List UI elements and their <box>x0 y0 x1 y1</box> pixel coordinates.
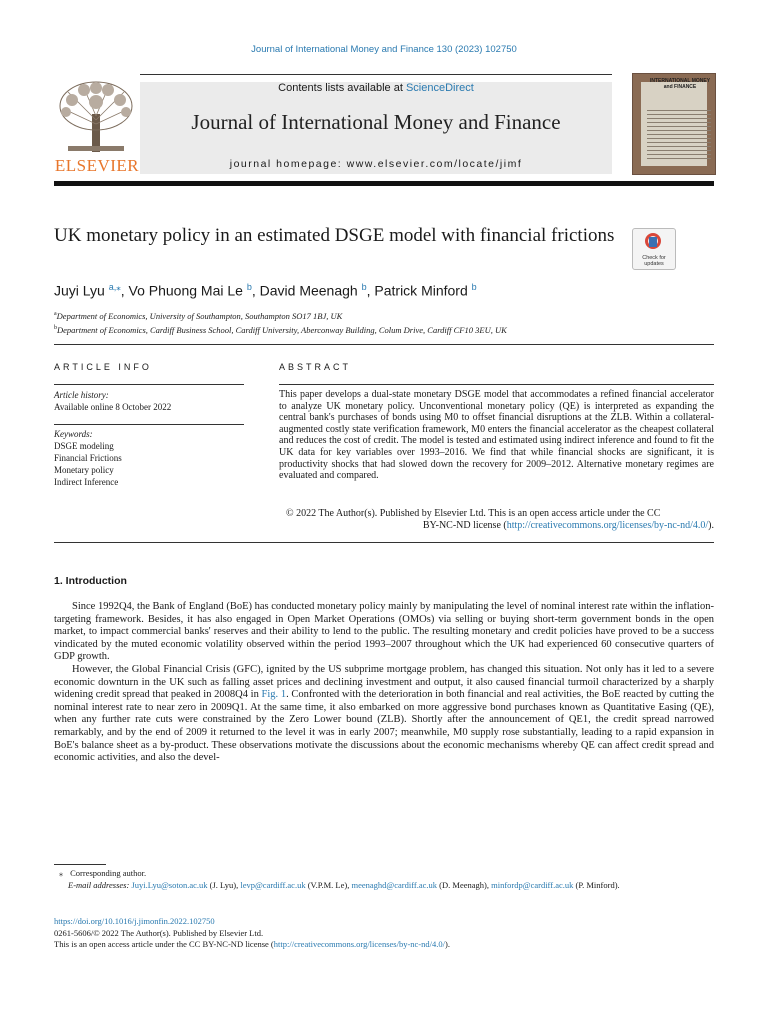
email-addresses: E-mail addresses: Juyi.Lyu@soton.ac.uk (J. Lyu), levp@cardiff.ac.uk (V.P.M. Le), meenaghd@cardiff.ac.uk (D. Meenagh), minfordp@cardiff.ac.uk (P. Minford). <box>68 880 620 890</box>
sciencedirect-link[interactable]: ScienceDirect <box>405 82 474 94</box>
journal-title: Journal of International Money and Finance <box>191 110 561 134</box>
asterisk-mark: ⁎ <box>58 868 64 878</box>
contents-prefix: Contents lists available at <box>278 82 406 94</box>
cc-license-link[interactable]: http://creativecommons.org/licenses/by-nc-nd/4.0/ <box>273 939 445 950</box>
keyword: Financial Frictions <box>54 453 122 463</box>
email-link[interactable]: levp@cardiff.ac.uk <box>240 880 306 890</box>
abstract-rule <box>279 384 714 385</box>
author-name[interactable]: Juyi Lyu <box>54 282 105 299</box>
doi-block <box>54 916 714 951</box>
footnote-rule <box>54 864 106 865</box>
paragraph: However, the Global Financial Crisis (GFC), ignited by the US subprime mortgage problem, has changed this situation. Not only has it led to a severe economic downturn in the UK such as falling asset prices and declining investment and output, it also caused financial turmoil characterized by a sharply widening credit spread that peaked in 2008Q4 in Fig. 1. Confronted with the deterioration in both financial and real activities, the BoE reacted by cutting the nominal interest rate to near zero in 2009Q1. At the same time, it also embarked on more aggressive bond purchases known as Quantitative Easing (QE), when any further rate cuts were constrained by the Zero Lower bound (ZLB). Shortly after the announcement of QE1, the credit spread narrowed remarkably, and by the end of 2009 it returned to the level it was in early 2007; meanwhile, M0 supply rose substantially, leading to a rapid expansion in BoE's balance sheet as a by-product. These observations motivate the discussions about the economic mechanisms whereby QE can affect credit spread and economic activities, and also the devel- <box>54 663 714 764</box>
cover-title: INTERNATIONAL MONEY and FINANCE <box>649 78 711 90</box>
masthead-thick-rule <box>54 181 714 186</box>
figure-1-link[interactable]: Fig. 1 <box>261 689 287 701</box>
paper-title: UK monetary policy in an estimated DSGE model with financial frictions <box>54 225 615 246</box>
email-link[interactable]: meenaghd@cardiff.ac.uk <box>351 880 438 890</box>
check-for-updates-label: Check for updates <box>642 255 666 267</box>
author-name[interactable]: Patrick Minford <box>374 282 468 299</box>
contents-line <box>140 82 612 94</box>
author-list: Juyi Lyu $^{a,⁎}$, Vo Phuong Mai Le $^b$, David Meenagh $^b$, Patrick Minford $^b$ <box>54 282 477 299</box>
footnotes <box>54 867 714 891</box>
article-history <box>54 389 244 413</box>
open-access-line: This is an open access article under the CC BY-NC-ND license (http://creativecommons.org/licenses/by-nc-nd/4.0/). <box>54 939 450 950</box>
author-name[interactable]: Vo Phuong Mai Le <box>128 282 243 299</box>
issn-line: 0261-5606/© 2022 The Author(s). Published by Elsevier Ltd. <box>54 927 264 938</box>
journal-citation-link[interactable]: Journal of International Money and Finance 130 (2023) 102750 <box>251 44 517 55</box>
elsevier-logo <box>54 80 140 176</box>
bookmark-icon <box>649 237 657 247</box>
corresponding-author-note: ⁎ Corresponding author. <box>54 867 714 879</box>
paragraph: Since 1992Q4, the Bank of England (BoE) has conducted monetary policy mainly by manipulating the level of nominal interest rate within the inflation-targeting framework. Besides, it has also engaged in Open Market Operations (OMOs) via selling or buying short-term government bonds in the open market, to impact commercial banks' reserves and their ability to lend to the public. The resulting monetary and credit policies have proved to be a success vindicated by the muted economic volatility observed within the period 1993–2007 throughout which the UK had experienced 60 consecutive quarters of GDP growth. <box>54 601 714 663</box>
author-affiliation-mark[interactable]: b <box>246 282 252 292</box>
author-affiliation-mark[interactable]: a,⁎ <box>108 282 121 292</box>
history-value: Available online 8 October 2022 <box>54 402 172 412</box>
author-affiliation-mark[interactable]: b <box>361 282 367 292</box>
introduction-heading: 1. Introduction <box>54 575 127 587</box>
license-text: © 2022 The Author(s). Published by Elsevier Ltd. This is an open access article under the CC <box>286 508 661 519</box>
check-for-updates-button[interactable] <box>632 228 676 270</box>
keyword: Monetary policy <box>54 465 114 475</box>
introduction-body <box>54 601 714 765</box>
license-text: BY-NC-ND license ( <box>422 519 507 531</box>
keyword: Indirect Inference <box>54 477 119 487</box>
abstract-heading: ABSTRACT <box>279 362 352 372</box>
elsevier-tree-icon <box>54 80 140 154</box>
keyword: DSGE modeling <box>54 441 114 451</box>
doi-link[interactable]: https://doi.org/10.1016/j.jimonfin.2022.102750 <box>54 916 215 926</box>
keywords-block <box>54 428 244 488</box>
email-link[interactable]: minfordp@cardiff.ac.uk <box>491 880 574 890</box>
affiliation-line: $^a$Department of Economics, University of Southampton, Southampton SO17 1BJ, UK <box>54 310 343 321</box>
article-info-heading: ARTICLE INFO <box>54 362 152 372</box>
journal-cover-image <box>632 73 716 175</box>
cover-text-lines <box>647 110 711 162</box>
abstract-license: © 2022 The Author(s). Published by Elsevier Ltd. This is an open access article under the CC BY-NC-ND license (http://creativecommons.org/licenses/by-nc-nd/4.0/). <box>279 508 714 531</box>
abstract-text: This paper develops a dual-state monetary DSGE model that accommodates a refined financial accelerator to analyze UK monetary policy. Unconventional monetary policy (QE) is interpreted as expanding the central bank's purchases of bonds using M0 to offset financial disruptions at the ZLB. Within a collateral-augmented costly state verification framework, M0 enters the financial accelerator as the cheapest collateral and reduces the cost of credit. The model is tested and estimated using indirect inference and found to fit the UK data for key variables over 1993–2016. We find that while financial shocks are significant, it is productivity shocks that had slowed down the recovery for 2009–2012. Alternative monetary regimes are evaluated and compared. <box>279 389 714 482</box>
section-rule <box>54 542 714 543</box>
author-affiliation-mark[interactable]: b <box>471 282 477 292</box>
article-info-rule <box>54 384 244 385</box>
history-label: Article history: <box>54 390 109 400</box>
keywords-label: Keywords: <box>54 429 93 439</box>
affiliation-line: $^b$Department of Economics, Cardiff Business School, Cardiff University, Aberconway Building, Colum Drive, Cardiff CF10 3EU, UK <box>54 324 507 335</box>
affiliations <box>54 308 714 336</box>
keywords-rule <box>54 424 244 425</box>
cc-license-link[interactable]: http://creativecommons.org/licenses/by-nc-nd/4.0/ <box>506 519 709 531</box>
author-name[interactable]: David Meenagh <box>259 282 358 299</box>
masthead-rule <box>140 74 612 75</box>
email-link[interactable]: Juyi.Lyu@soton.ac.uk <box>131 880 208 890</box>
section-rule <box>54 344 714 345</box>
journal-homepage[interactable]: journal homepage: www.elsevier.com/locate/jimf <box>229 158 523 170</box>
elsevier-wordmark: ELSEVIER <box>54 156 140 175</box>
